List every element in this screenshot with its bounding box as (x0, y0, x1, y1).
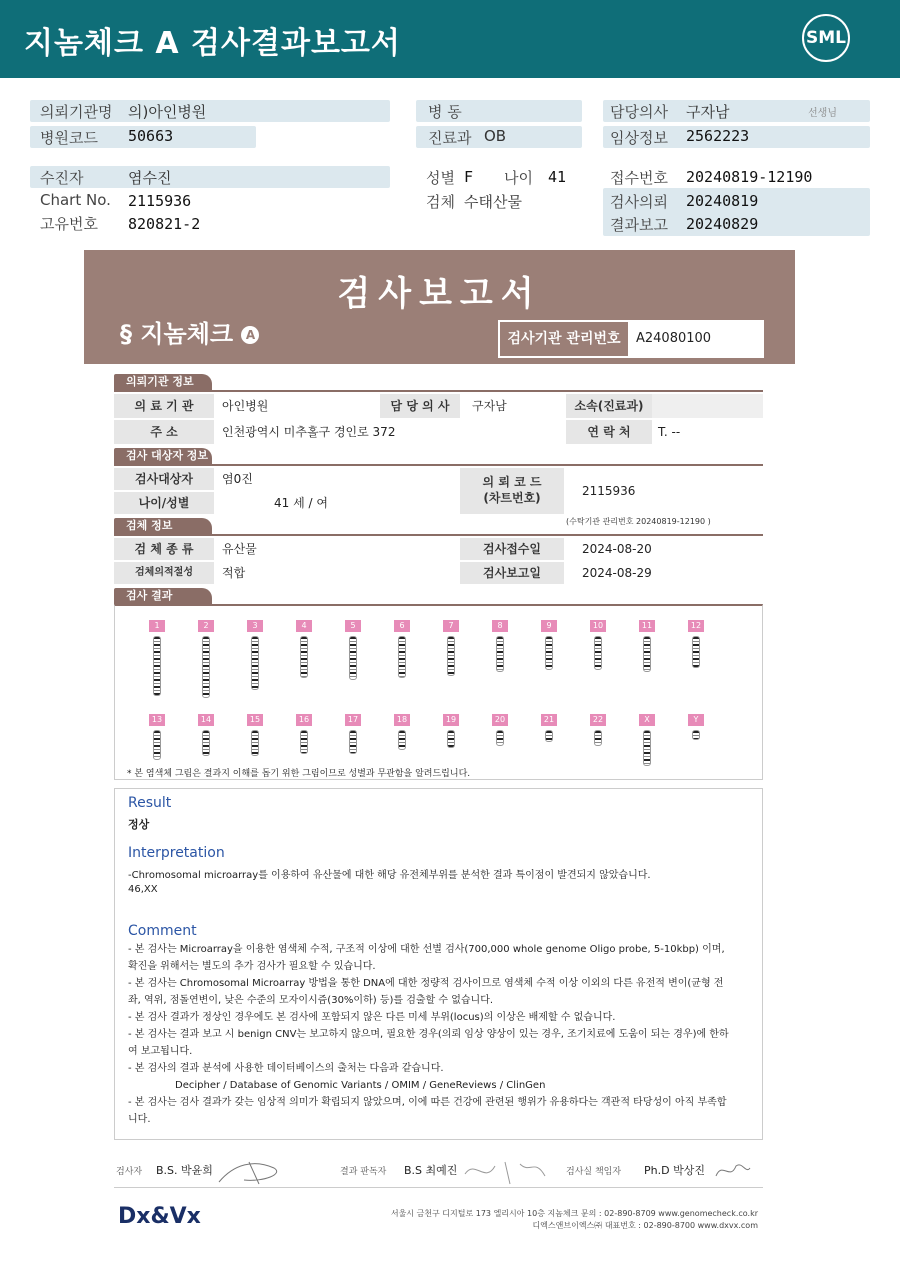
chromosome-label: 19 (443, 714, 459, 726)
sec2-note: (수탁기관 관리번호 20240819-12190 ) (566, 517, 711, 526)
comment-line: - 본 검사 결과가 정상인 경우에도 본 검사에 포함되지 않은 다른 미세 부위(locus)의 이상은 배제할 수 없습니다. (128, 1012, 616, 1023)
chromosome-ideogram (202, 730, 210, 756)
chromosome-label: 14 (198, 714, 214, 726)
cell: 유산물 (222, 538, 257, 560)
cell: 검체의적절성 (114, 562, 214, 584)
chromosome-ideogram (398, 730, 406, 750)
footer-line1: 서울시 금천구 디지털로 173 엘리시아 10층 지놈체크 문의 : 02-890-8709 www.genomecheck.co.kr (390, 1209, 758, 1218)
sex-label: 성별 (426, 169, 455, 187)
chromosome-label: 7 (443, 620, 459, 632)
comment-line: - 본 검사의 결과 분석에 사용한 데이터베이스의 출처는 다음과 같습니다. (128, 1063, 444, 1074)
cell: 2024-08-29 (582, 562, 652, 584)
code-value: 50663 (128, 127, 174, 145)
chromosome-ideogram (251, 636, 259, 690)
comment-line: - 본 검사는 결과 보고 시 benign CNV는 보고하지 않으며, 필요한 경우(의뢰 임상 양상이 있는 경우, 조기치료에 도움이 되는 경우)에 한하 (128, 1029, 729, 1040)
chromosome-ideogram (153, 730, 161, 760)
cell: 염0진 (222, 468, 253, 490)
cell: 의 료 기 관 (114, 394, 214, 418)
cell: 아인병원 (222, 394, 268, 418)
chromosome-label: 9 (541, 620, 557, 632)
cell (652, 394, 763, 418)
chromosome-label: 10 (590, 620, 606, 632)
tester-label: 검사자 (116, 1167, 143, 1177)
chromosome-ideogram (594, 636, 602, 670)
code-label: 병원코드 (40, 129, 98, 147)
cell: 2024-08-20 (582, 538, 652, 560)
chromosome-ideogram (251, 730, 259, 756)
doctor-label: 담당의사 (610, 103, 668, 121)
cell: 검사보고일 (460, 562, 564, 584)
chromosome-ideogram (496, 636, 504, 672)
chromosome-label: 4 (296, 620, 312, 632)
report-value: 20240829 (686, 215, 759, 233)
chromosome-label: 17 (345, 714, 361, 726)
inst-value: 의)아인병원 (128, 103, 207, 121)
chromosome-label: 15 (247, 714, 263, 726)
sml-logo: SML (802, 14, 850, 62)
cell: 검사대상자 (114, 468, 214, 490)
sec3-title: 검체 정보 (114, 518, 212, 534)
patient-label: 수진자 (40, 169, 84, 187)
interpretation-line: -Chromosomal microarray를 이용하여 유산물에 대한 해당 유전체부위를 분석한 결과 특이점이 발견되지 않았습니다. (128, 870, 651, 881)
cell: 인천광역시 미추홀구 경인로 372 (222, 420, 395, 444)
patient-value: 염수진 (128, 169, 172, 187)
cell: 검사접수일 (460, 538, 564, 560)
patient-row (30, 166, 390, 188)
sec2-table (114, 464, 763, 514)
chromosome-ideogram (496, 730, 504, 746)
director-label: 검사실 책임자 (566, 1167, 622, 1177)
age-label: 나이 (504, 169, 533, 187)
comment-line: - 본 검사는 Microarray을 이용한 염색체 수적, 구조적 이상에 대한 선별 검사(700,000 whole genome Oligo probe, 5-10kbp) 이며, (128, 944, 725, 955)
inst-label: 의뢰기관명 (40, 103, 113, 121)
tester-signature (214, 1154, 304, 1188)
karyotype-result: 46,XX (128, 884, 158, 895)
clinical-value: 2562223 (686, 127, 750, 145)
cell: 소속(진료과) (566, 394, 652, 418)
chart-value: 2115936 (128, 192, 192, 210)
doctor-suffix: 선생님 (808, 108, 837, 119)
dxvx-logo: Dx&Vx (118, 1204, 201, 1229)
signature-row (114, 1158, 763, 1188)
cell: T. -- (658, 420, 680, 444)
receipt-label: 접수번호 (610, 169, 668, 187)
cell: 검 체 종 류 (114, 538, 214, 560)
sex-value: F (464, 168, 474, 186)
sec1-title: 의뢰기관 정보 (114, 374, 212, 390)
chromosome-label: 22 (590, 714, 606, 726)
uid-label: 고유번호 (40, 215, 98, 233)
chromosome-label: 13 (149, 714, 165, 726)
chromosome-label: 18 (394, 714, 410, 726)
reviewer-name: B.S 최예진 (404, 1164, 458, 1177)
specimen-label: 검체 (426, 193, 455, 211)
ward-label: 병 동 (428, 103, 462, 121)
chromosome-ideogram (594, 730, 602, 746)
chromosome-ideogram (349, 636, 357, 680)
cell: 주 소 (114, 420, 214, 444)
report-label: 결과보고 (610, 216, 668, 234)
comment-line: 여 보고됩니다. (128, 1046, 193, 1057)
req-label: 검사의뢰 (610, 193, 668, 211)
chromosome-label: 5 (345, 620, 361, 632)
director-signature (712, 1156, 752, 1186)
chromosome-label: Y (688, 714, 704, 726)
director-name: Ph.D 박상진 (644, 1164, 705, 1177)
genomecheck-logo: § 지놈체크 A (120, 314, 259, 349)
doctor-value: 구자남 (686, 103, 730, 121)
mgmt-value: A24080100 (636, 331, 712, 346)
page-title: 지놈체크 A 검사결과보고서 (24, 26, 401, 61)
chromosome-label: 21 (541, 714, 557, 726)
cell: 구자남 (472, 394, 507, 418)
tester-name: B.S. 박윤희 (156, 1164, 213, 1177)
comment-line: - 본 검사는 검사 결과가 갖는 임상적 의미가 확립되지 않았으며, 이에 따른 건강에 관련된 행위가 유용하다는 객관적 타당성이 아직 부족합 (128, 1097, 727, 1108)
result-value: 정상 (128, 818, 150, 831)
cell: 의 뢰 코 드 (차트번호) (460, 468, 564, 514)
chromosome-label: X (639, 714, 655, 726)
comment-heading: Comment (128, 923, 197, 939)
mgmt-box (498, 320, 764, 358)
chromosome-label: 16 (296, 714, 312, 726)
chart-label: Chart No. (40, 191, 111, 209)
dept-label: 진료과 (428, 129, 472, 147)
clinical-label: 임상정보 (610, 129, 668, 147)
sec2-title: 검사 대상자 정보 (114, 448, 212, 464)
chromosome-ideogram (692, 730, 700, 740)
comment-databases: Decipher / Database of Genomic Variants / OMIM / GeneReviews / ClinGen (175, 1080, 546, 1091)
cell: 연 락 처 (566, 420, 652, 444)
cell: 담 당 의 사 (380, 394, 460, 418)
comment-line: 니다. (128, 1114, 151, 1125)
top-banner (0, 0, 900, 78)
chromosome-ideogram (447, 730, 455, 748)
comment-line: 좌, 역위, 점돌연변이, 낮은 수준의 모자이시즘(30%이하) 등)를 검출할 수 없습니다. (128, 995, 494, 1006)
dept-value: OB (484, 127, 507, 145)
chromosome-ideogram (202, 636, 210, 698)
chromosome-ideogram (153, 636, 161, 696)
logo-mark: A (241, 326, 259, 344)
cell: 적합 (222, 562, 245, 584)
reviewer-signature (460, 1154, 550, 1188)
sec3-table (114, 534, 763, 584)
chromosome-ideogram (349, 730, 357, 754)
chromosome-label: 6 (394, 620, 410, 632)
report-title: 검사보고서 (337, 274, 542, 314)
req-value: 20240819 (686, 192, 759, 210)
cell: 2115936 (582, 468, 635, 514)
reviewer-label: 결과 판독자 (340, 1167, 387, 1177)
comment-line: 확진을 위해서는 별도의 추가 검사가 필요할 수 있습니다. (128, 961, 376, 972)
sec1-table (114, 390, 763, 444)
cell: 나이/성별 (114, 492, 214, 514)
chromosome-label: 2 (198, 620, 214, 632)
chromosome-ideogram (692, 636, 700, 668)
specimen-value: 수태산물 (464, 193, 522, 211)
karyotype-panel (114, 604, 763, 780)
interpretation-heading: Interpretation (128, 845, 225, 861)
chromosome-ideogram (643, 636, 651, 672)
result-box (114, 788, 763, 1140)
mgmt-label: 검사기관 관리번호 (500, 322, 628, 356)
footer-line2: 디엑스앤브이엑스㈜ 대표번호 : 02-890-8700 www.dxvx.com (532, 1221, 758, 1230)
chromosome-label: 3 (247, 620, 263, 632)
chromosome-ideogram (398, 636, 406, 678)
chromosome-label: 12 (688, 620, 704, 632)
chromosome-label: 1 (149, 620, 165, 632)
sec4-title: 검사 결과 (114, 588, 212, 604)
chromosome-ideogram (643, 730, 651, 766)
chromosome-label: 11 (639, 620, 655, 632)
cell: 41 세 / 여 (274, 492, 328, 514)
report-header (84, 250, 795, 364)
chromosome-label: 8 (492, 620, 508, 632)
chromosome-ideogram (545, 730, 553, 742)
uid-value: 820821-2 (128, 215, 201, 233)
receipt-value: 20240819-12190 (686, 168, 813, 186)
dna-icon: § (120, 320, 132, 348)
age-value: 41 (548, 168, 567, 186)
karyotype-caption: * 본 염색체 그림은 결과지 이해를 돕기 위한 그림이므로 성별과 무관함을 알려드립니다. (127, 769, 471, 779)
chromosome-ideogram (300, 730, 308, 754)
chromosome-ideogram (300, 636, 308, 678)
chromosome-ideogram (447, 636, 455, 676)
result-heading: Result (128, 795, 172, 811)
comment-line: - 본 검사는 Chromosomal Microarray 방법을 통한 DNA에 대한 정량적 검사이므로 염색체 수적 이상 이외의 다른 유전적 변이(균형 전 (128, 978, 724, 989)
chromosome-label: 20 (492, 714, 508, 726)
chromosome-ideogram (545, 636, 553, 670)
